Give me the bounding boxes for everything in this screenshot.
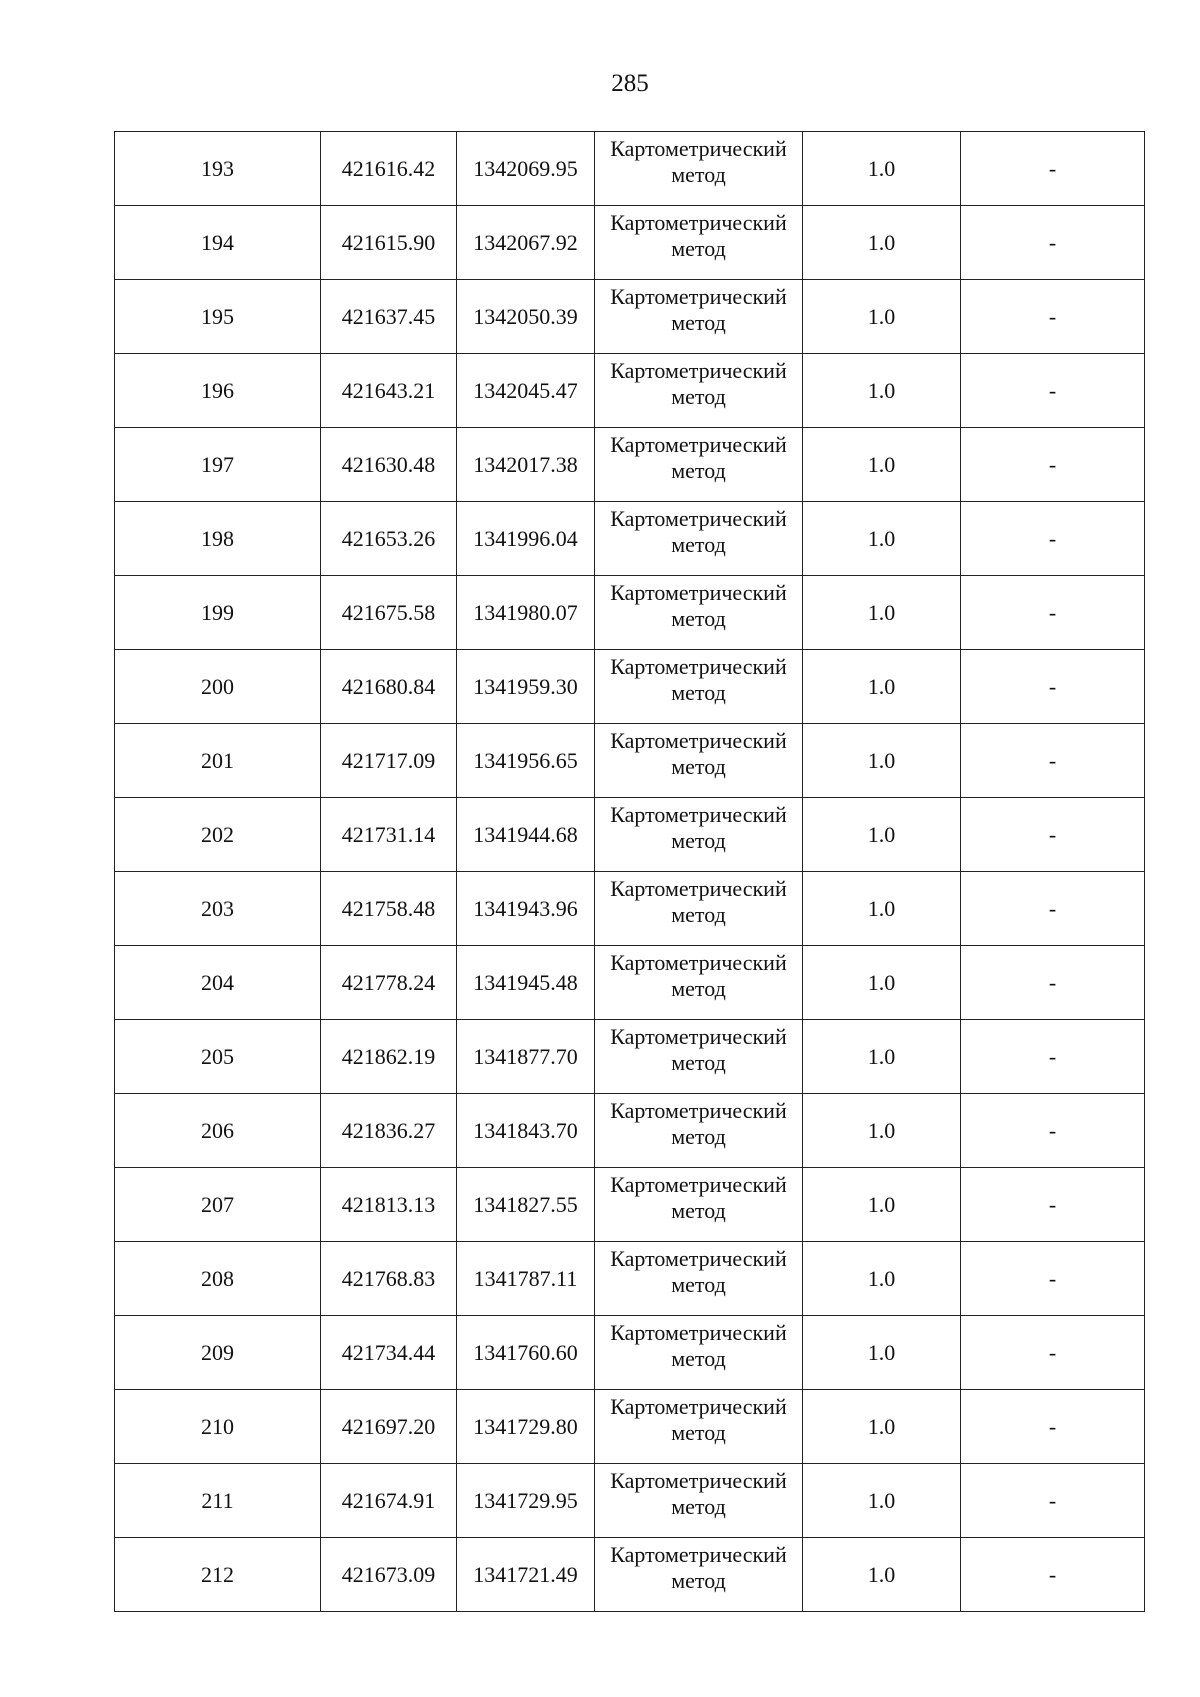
method-label-line2: метод [671,828,726,853]
method-cell [595,132,803,206]
point-number-cell: 201 [115,724,321,798]
table-row [115,724,1145,798]
method-cell [595,206,803,280]
x-coordinate-cell: 421734.44 [321,1316,457,1390]
accuracy-cell: 1.0 [803,1020,961,1094]
note-cell: - [961,1316,1145,1390]
note-cell: - [961,206,1145,280]
method-label-line1: Картометрический [610,802,787,827]
method-cell [595,946,803,1020]
x-coordinate-cell: 421836.27 [321,1094,457,1168]
method-label-line1: Картометрический [610,1320,787,1345]
note-cell: - [961,280,1145,354]
point-number-cell: 200 [115,650,321,724]
y-coordinate-cell: 1341944.68 [457,798,595,872]
method-label-line1: Картометрический [610,136,787,161]
note-cell: - [961,1020,1145,1094]
y-coordinate-cell: 1341721.49 [457,1538,595,1612]
table-row [115,1316,1145,1390]
y-coordinate-cell: 1341760.60 [457,1316,595,1390]
accuracy-cell: 1.0 [803,872,961,946]
point-number-cell: 204 [115,946,321,1020]
note-cell: - [961,428,1145,502]
method-label-line1: Картометрический [610,358,787,383]
method-label-line2: метод [671,458,726,483]
x-coordinate-cell: 421674.91 [321,1464,457,1538]
method-label-line2: метод [671,902,726,927]
y-coordinate-cell: 1342069.95 [457,132,595,206]
accuracy-cell: 1.0 [803,946,961,1020]
table-body [115,132,1145,1612]
method-label-line1: Картометрический [610,1246,787,1271]
y-coordinate-cell: 1342045.47 [457,354,595,428]
method-label-line2: метод [671,606,726,631]
method-label-line1: Картометрический [610,876,787,901]
method-label-line2: метод [671,310,726,335]
y-coordinate-cell: 1341729.80 [457,1390,595,1464]
table-row [115,502,1145,576]
accuracy-cell: 1.0 [803,428,961,502]
accuracy-cell: 1.0 [803,132,961,206]
table-row [115,650,1145,724]
accuracy-cell: 1.0 [803,1242,961,1316]
note-cell: - [961,798,1145,872]
method-label-line1: Картометрический [610,654,787,679]
method-cell [595,798,803,872]
method-cell [595,650,803,724]
method-label-line2: метод [671,162,726,187]
x-coordinate-cell: 421731.14 [321,798,457,872]
accuracy-cell: 1.0 [803,1316,961,1390]
method-label-line1: Картометрический [610,950,787,975]
table-row [115,132,1145,206]
note-cell: - [961,1242,1145,1316]
method-label-line2: метод [671,1124,726,1149]
x-coordinate-cell: 421616.42 [321,132,457,206]
method-label-line2: метод [671,680,726,705]
method-label-line1: Картометрический [610,1098,787,1123]
y-coordinate-cell: 1341729.95 [457,1464,595,1538]
table-row [115,1168,1145,1242]
point-number-cell: 212 [115,1538,321,1612]
x-coordinate-cell: 421637.45 [321,280,457,354]
note-cell: - [961,1538,1145,1612]
accuracy-cell: 1.0 [803,1464,961,1538]
table-row [115,576,1145,650]
point-number-cell: 210 [115,1390,321,1464]
table-row [115,280,1145,354]
x-coordinate-cell: 421643.21 [321,354,457,428]
table-row [115,1094,1145,1168]
y-coordinate-cell: 1341945.48 [457,946,595,1020]
point-number-cell: 203 [115,872,321,946]
note-cell: - [961,946,1145,1020]
method-cell [595,1020,803,1094]
method-label-line1: Картометрический [610,210,787,235]
x-coordinate-cell: 421768.83 [321,1242,457,1316]
point-number-cell: 202 [115,798,321,872]
method-label-line2: метод [671,236,726,261]
point-number-cell: 206 [115,1094,321,1168]
method-label-line1: Картометрический [610,506,787,531]
method-label-line1: Картометрический [610,1468,787,1493]
point-number-cell: 208 [115,1242,321,1316]
y-coordinate-cell: 1341959.30 [457,650,595,724]
page-number: 285 [611,70,649,97]
accuracy-cell: 1.0 [803,724,961,798]
method-cell [595,280,803,354]
x-coordinate-cell: 421675.58 [321,576,457,650]
table-row [115,872,1145,946]
x-coordinate-cell: 421758.48 [321,872,457,946]
x-coordinate-cell: 421697.20 [321,1390,457,1464]
note-cell: - [961,1464,1145,1538]
method-label-line2: метод [671,754,726,779]
note-cell: - [961,576,1145,650]
point-number-cell: 199 [115,576,321,650]
method-cell [595,502,803,576]
y-coordinate-cell: 1342067.92 [457,206,595,280]
y-coordinate-cell: 1341843.70 [457,1094,595,1168]
method-label-line2: метод [671,1050,726,1075]
method-cell [595,1316,803,1390]
x-coordinate-cell: 421680.84 [321,650,457,724]
method-label-line2: метод [671,1568,726,1593]
accuracy-cell: 1.0 [803,280,961,354]
accuracy-cell: 1.0 [803,1538,961,1612]
point-number-cell: 196 [115,354,321,428]
method-cell [595,354,803,428]
point-number-cell: 207 [115,1168,321,1242]
method-label-line1: Картометрический [610,1024,787,1049]
note-cell: - [961,354,1145,428]
note-cell: - [961,1094,1145,1168]
method-cell [595,1094,803,1168]
table-row [115,428,1145,502]
method-label-line2: метод [671,976,726,1001]
method-cell [595,1242,803,1316]
method-label-line2: метод [671,1494,726,1519]
coordinates-table [114,131,1145,1612]
method-label-line2: метод [671,1272,726,1297]
method-label-line1: Картометрический [610,1542,787,1567]
x-coordinate-cell: 421653.26 [321,502,457,576]
method-label-line2: метод [671,532,726,557]
note-cell: - [961,132,1145,206]
method-label-line1: Картометрический [610,284,787,309]
table-row [115,1020,1145,1094]
method-cell [595,576,803,650]
x-coordinate-cell: 421673.09 [321,1538,457,1612]
point-number-cell: 197 [115,428,321,502]
point-number-cell: 205 [115,1020,321,1094]
method-label-line1: Картометрический [610,432,787,457]
y-coordinate-cell: 1341877.70 [457,1020,595,1094]
method-cell [595,1168,803,1242]
y-coordinate-cell: 1341956.65 [457,724,595,798]
x-coordinate-cell: 421862.19 [321,1020,457,1094]
y-coordinate-cell: 1342017.38 [457,428,595,502]
table-row [115,1242,1145,1316]
method-label-line1: Картометрический [610,728,787,753]
x-coordinate-cell: 421630.48 [321,428,457,502]
point-number-cell: 194 [115,206,321,280]
table-row [115,1464,1145,1538]
method-label-line2: метод [671,1346,726,1371]
y-coordinate-cell: 1341980.07 [457,576,595,650]
method-label-line1: Картометрический [610,1172,787,1197]
accuracy-cell: 1.0 [803,798,961,872]
note-cell: - [961,1390,1145,1464]
point-number-cell: 193 [115,132,321,206]
table-row [115,1538,1145,1612]
point-number-cell: 209 [115,1316,321,1390]
table-row [115,1390,1145,1464]
table-row [115,946,1145,1020]
note-cell: - [961,1168,1145,1242]
note-cell: - [961,650,1145,724]
accuracy-cell: 1.0 [803,650,961,724]
accuracy-cell: 1.0 [803,206,961,280]
x-coordinate-cell: 421778.24 [321,946,457,1020]
x-coordinate-cell: 421813.13 [321,1168,457,1242]
method-cell [595,1538,803,1612]
note-cell: - [961,872,1145,946]
accuracy-cell: 1.0 [803,1094,961,1168]
method-label-line1: Картометрический [610,1394,787,1419]
point-number-cell: 198 [115,502,321,576]
point-number-cell: 211 [115,1464,321,1538]
method-label-line2: метод [671,1420,726,1445]
method-cell [595,724,803,798]
accuracy-cell: 1.0 [803,1168,961,1242]
y-coordinate-cell: 1341943.96 [457,872,595,946]
table-row [115,798,1145,872]
y-coordinate-cell: 1342050.39 [457,280,595,354]
method-label-line2: метод [671,1198,726,1223]
accuracy-cell: 1.0 [803,576,961,650]
table-row [115,354,1145,428]
method-label-line1: Картометрический [610,580,787,605]
y-coordinate-cell: 1341827.55 [457,1168,595,1242]
accuracy-cell: 1.0 [803,502,961,576]
method-label-line2: метод [671,384,726,409]
accuracy-cell: 1.0 [803,1390,961,1464]
note-cell: - [961,724,1145,798]
method-cell [595,1390,803,1464]
x-coordinate-cell: 421615.90 [321,206,457,280]
note-cell: - [961,502,1145,576]
y-coordinate-cell: 1341996.04 [457,502,595,576]
accuracy-cell: 1.0 [803,354,961,428]
table-row [115,206,1145,280]
point-number-cell: 195 [115,280,321,354]
method-cell [595,428,803,502]
y-coordinate-cell: 1341787.11 [457,1242,595,1316]
method-cell [595,1464,803,1538]
x-coordinate-cell: 421717.09 [321,724,457,798]
method-cell [595,872,803,946]
